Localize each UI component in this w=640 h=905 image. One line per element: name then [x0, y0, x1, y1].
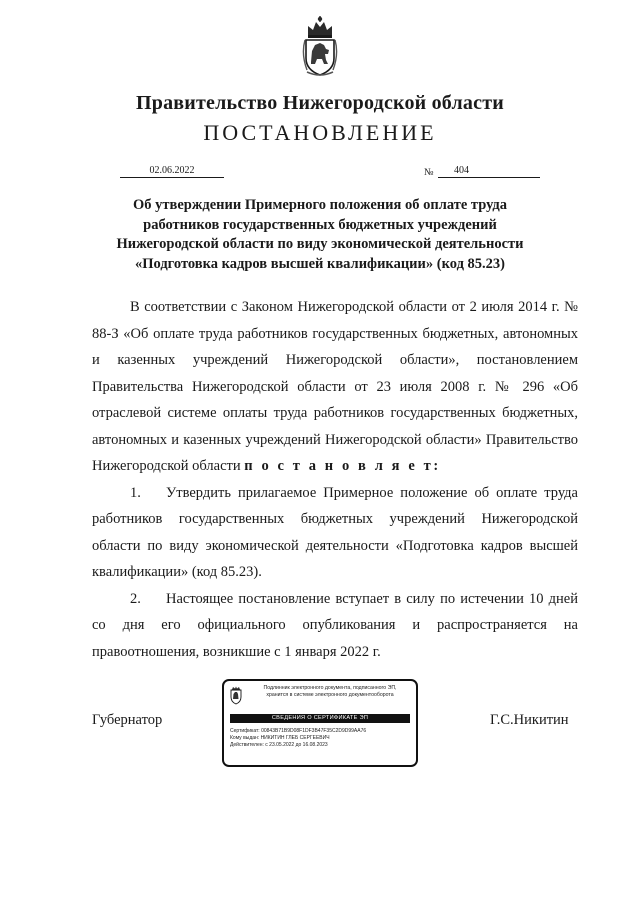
clause-number: 1.	[130, 484, 141, 501]
coat-of-arms-emblem	[301, 14, 339, 78]
document-body	[92, 294, 578, 665]
stamp-header-line: хранится в системе электронного документооборота	[266, 691, 394, 698]
stamp-certificate-details	[230, 728, 414, 749]
subject-line: работников государственных бюджетных учреждений	[143, 216, 497, 233]
subject-line: Об утверждении Примерного положения об оплате труда	[133, 197, 507, 213]
stamp-emblem-icon	[230, 686, 242, 705]
clause-2	[92, 586, 578, 666]
preamble-paragraph	[92, 294, 578, 480]
clause-text: Настоящее постановление вступает в силу по истечении 10 дней со дня его официального опубликования и распространяется на правоотношения, возникшие с 1 января 2022 г.	[92, 590, 578, 660]
electronic-signature-stamp	[222, 679, 418, 767]
signer-name: Г.С.Никитин	[490, 712, 569, 728]
government-title: Правительство Нижегородской области	[136, 92, 504, 114]
preamble-text: В соответствии с Законом Нижегородской области от 2 июля 2014 г. № 88-З «Об оплате труда работников государственных бюджетных, автономных и казенных учреждений Нижегородской области», постановлением Правительства Нижегородской области от 23 июля 2008 г. № 296 «Об отраслевой системе оплаты труда работников государственных бюджетных, автономных и казенных учреждений Нижегородской области» Правительство Нижегородской области	[92, 299, 578, 474]
number-label: №	[424, 167, 434, 178]
stamp-header-line: Подлинник электронного документа, подписанного ЭП,	[263, 685, 397, 691]
subject-line: «Подготовка кадров высшей квалификации» (код 85.23)	[134, 255, 505, 272]
decree-word: п о с т а н о в л я е т:	[244, 458, 441, 474]
subject-line: Нижегородской области по виду экономической деятельности	[116, 236, 524, 252]
certificate-id: Сертификат: 00843B71B9D08F1DF3B47F35C2D9D99AA76	[230, 728, 367, 734]
clause-1	[92, 480, 578, 586]
stamp-certificate-bar: СВЕДЕНИЯ О СЕРТИФИКАТЕ ЭП	[230, 714, 410, 723]
document-type-heading: ПОСТАНОВЛЕНИЕ	[203, 120, 437, 145]
document-number: 404	[438, 165, 540, 178]
certificate-owner: Кому выдан: НИКИТИН ГЛЕБ СЕРГЕЕВИЧ	[230, 735, 330, 741]
stamp-header	[246, 685, 414, 698]
clause-text: Утвердить прилагаемое Примерное положение об оплате труда работников государственных бюджетных учреждений Нижегородской области по виду экономической деятельности «Подготовка кадров высшей квалификации» (код 85.23).	[92, 484, 578, 580]
certificate-validity: Действителен: с 23.05.2022 до 16.08.2023	[230, 742, 328, 748]
signer-title: Губернатор	[92, 712, 163, 728]
clause-number: 2.	[130, 590, 141, 607]
document-date: 02.06.2022	[120, 165, 224, 178]
document-subject	[100, 196, 540, 274]
